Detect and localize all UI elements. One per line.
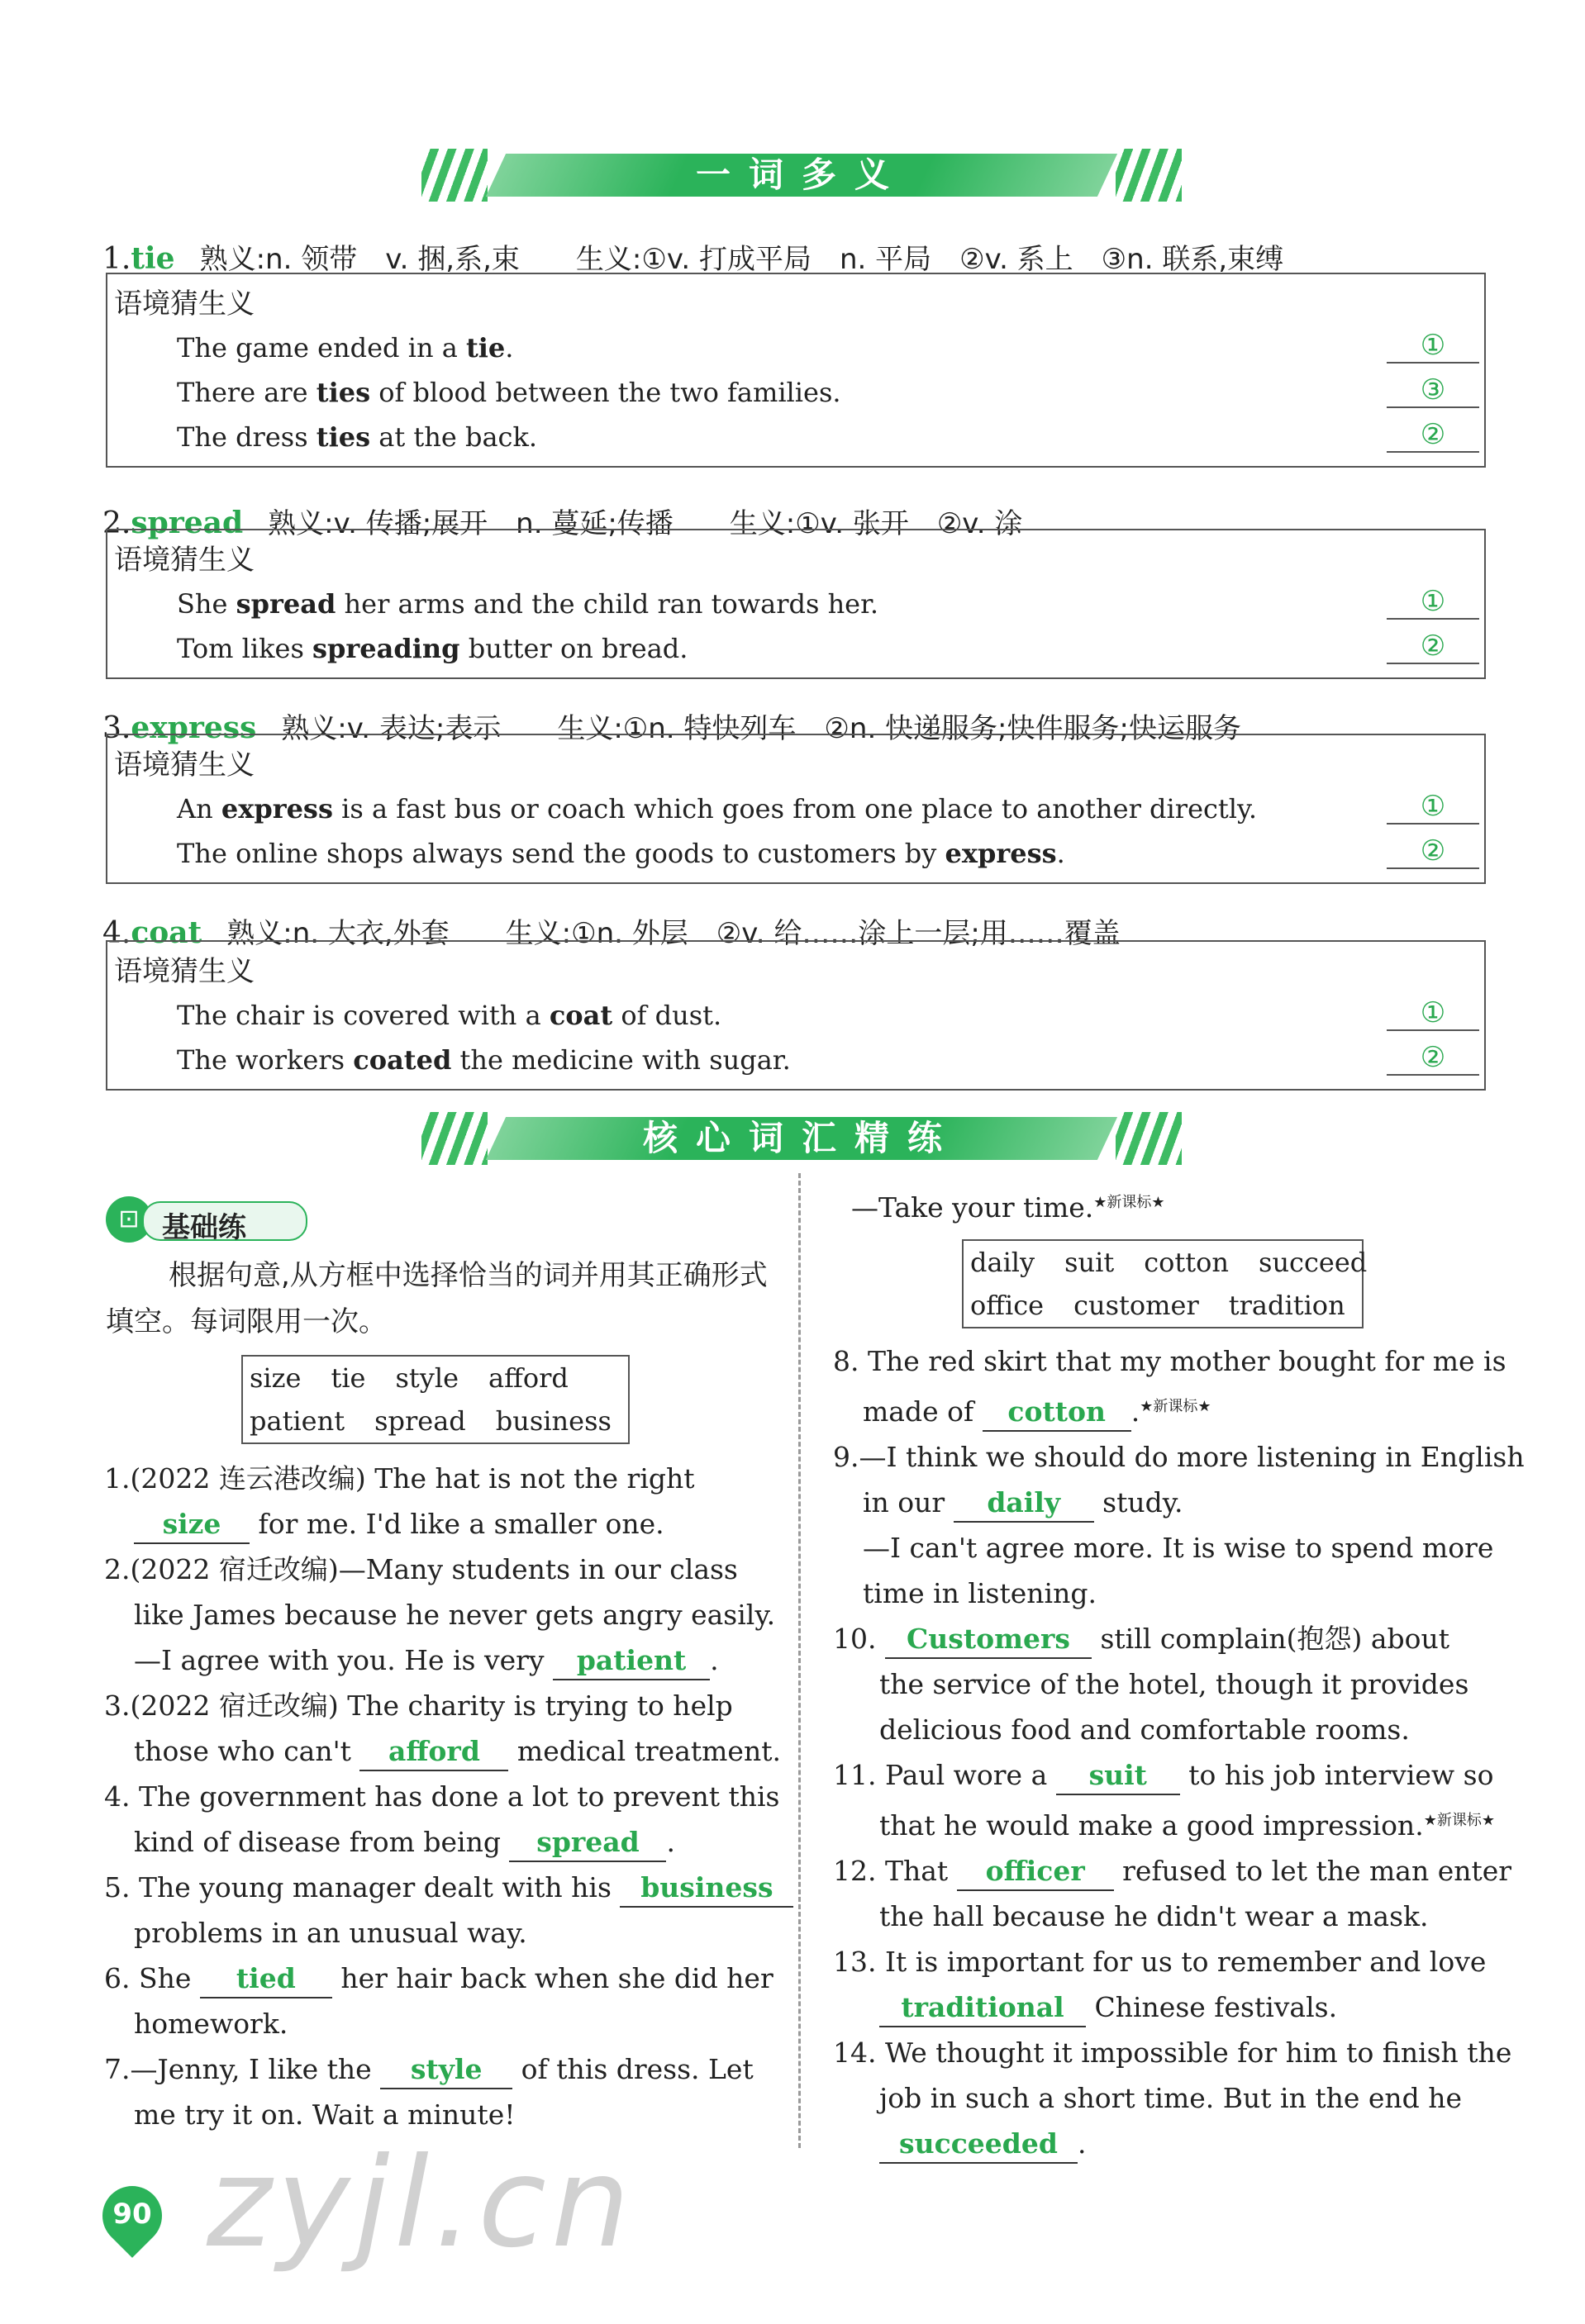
- blank-2[interactable]: patient: [553, 1642, 710, 1680]
- answer-blank[interactable]: ①: [1387, 585, 1479, 620]
- q2-text: —I agree with you. He is very: [134, 1644, 554, 1676]
- q2-text: 2.(2022 宿迁改编)—Many students in our class: [104, 1553, 738, 1585]
- example-sentence: The game ended in a tie.: [177, 332, 514, 364]
- example-sentence: An express is a fast bus or coach which goes from one place to another directly.: [177, 793, 1258, 825]
- practice-tag: [106, 1196, 309, 1243]
- blank-12[interactable]: officer: [957, 1853, 1114, 1891]
- column-divider: [798, 1173, 801, 2148]
- word-option: suit: [1064, 1247, 1115, 1278]
- example-sentence: The chair is covered with a coat of dust.: [177, 1000, 722, 1031]
- blank-14[interactable]: succeeded: [879, 2126, 1078, 2164]
- q9-text: study.: [1093, 1486, 1183, 1518]
- q1-text: 1.(2022 连云港改编) The hat is not the right: [104, 1462, 695, 1495]
- blank-11[interactable]: suit: [1056, 1757, 1180, 1795]
- q9-text: —I can't agree more. It is wise to spend more: [863, 1532, 1494, 1564]
- meanings: 熟义:v. 表达;表示 生义:①n. 特快列车 ②n. 快递服务;快件服务;快运服务: [281, 712, 1241, 745]
- q6-text: homework.: [134, 2008, 288, 2040]
- word-row: [250, 1400, 621, 1442]
- banner-title: 一词多义: [695, 154, 907, 195]
- section-banner-polysemy: [421, 149, 1182, 202]
- headword: coat: [131, 915, 202, 950]
- q2-text: like James because he never gets angry easily.: [134, 1599, 776, 1631]
- meanings: 熟义:n. 大衣,外套 生义:①n. 外层 ②v. 给……涂上一层;用……覆盖: [226, 917, 1121, 950]
- q11-text: that he would make a good impression.: [879, 1809, 1424, 1842]
- q8-text: 8. The red skirt that my mother bought for me is: [833, 1345, 1506, 1377]
- context-label: 语境猜生义: [114, 955, 255, 988]
- q10-text: the service of the hotel, though it provides: [879, 1668, 1469, 1700]
- blank-4[interactable]: spread: [509, 1824, 666, 1862]
- word-row: [250, 1357, 621, 1400]
- left-column: 1.(2022 连云港改编) The hat is not the right size for me. I'd like a smaller one. 2.(2022 宿迁改编)—Many students in our class like James because he never gets angry easily. —I agree with you. He is very patient . 3.(2022 宿迁改编) The charity is trying to help those who can't afford medical treatment. 4. The government has done a lot to prevent this kind of disease from being spread . 5. The young manager dealt with his business problems in an unusual way. 6. She tied her hair back when she did her homework. 7.—Jenny, I like the style of this dress. Let me try it on. Wait a minute!: [104, 1456, 773, 2137]
- page-number: 90: [112, 2198, 152, 2231]
- q12-text: the hall because he didn't wear a mask.: [879, 1900, 1429, 1932]
- q7-text: 7.—Jenny, I like the: [104, 2053, 381, 2085]
- q14-text: job in such a short time. But in the end he: [879, 2082, 1463, 2114]
- banner-title: 核心词汇精练: [642, 1118, 960, 1158]
- q5-text: 5. The young manager dealt with his: [104, 1871, 621, 1903]
- example-sentence: Tom likes spreading butter on bread.: [177, 633, 688, 664]
- answer-blank[interactable]: ②: [1387, 834, 1479, 869]
- word-option: patient: [250, 1405, 345, 1437]
- word-option: spread: [374, 1405, 466, 1437]
- q3-text: medical treatment.: [508, 1735, 781, 1767]
- q10-text: still complain(抱怨) about: [1091, 1623, 1450, 1655]
- example-sentence: The dress ties at the back.: [177, 421, 538, 453]
- blank-8[interactable]: cotton: [983, 1394, 1131, 1432]
- word-option: size: [250, 1362, 302, 1394]
- context-box: [106, 940, 1486, 1091]
- tag-label: 基础练: [162, 1211, 246, 1244]
- instruction: 根据句意,从方框中选择恰当的词并用其正确形式填空。每词限用一次。: [106, 1259, 768, 1338]
- blank-6[interactable]: tied: [200, 1960, 332, 1998]
- context-label: 语境猜生义: [114, 544, 255, 577]
- q14-text: 14. We thought it impossible for him to finish the: [833, 2036, 1512, 2069]
- q9-text: time in listening.: [863, 1577, 1097, 1609]
- q12-text: refused to let the man enter: [1113, 1855, 1512, 1887]
- q7-text: me try it on. Wait a minute!: [134, 2098, 516, 2131]
- q11-text: 11. Paul wore a: [833, 1759, 1056, 1791]
- polysemy-item-tie: [102, 236, 1283, 277]
- headword: express: [131, 711, 257, 745]
- blank-5[interactable]: business: [620, 1870, 793, 1908]
- word-option: business: [495, 1405, 612, 1437]
- item-number: 2.: [102, 506, 131, 540]
- q6-text: her hair back when she did her: [331, 1962, 773, 1994]
- word-option: style: [395, 1362, 459, 1394]
- q9-text: 9.—I think we should do more listening in English: [833, 1441, 1525, 1473]
- q7-text: of this dress. Let: [512, 2053, 754, 2085]
- blank-3[interactable]: afford: [359, 1733, 508, 1771]
- answer-blank[interactable]: ②: [1387, 1041, 1479, 1076]
- star-badge: ★新课标★: [1093, 1194, 1165, 1211]
- meanings: 熟义:v. 传播;展开 n. 蔓延;传播 生义:①v. 张开 ②v. 涂: [268, 507, 1023, 540]
- context-box: [106, 529, 1486, 679]
- q3-text: 3.(2022 宿迁改编) The charity is trying to help: [104, 1690, 733, 1722]
- q4-text: 4. The government has done a lot to prevent this: [104, 1780, 780, 1813]
- right-column: 8. The red skirt that my mother bought for me is made of cotton .$^{★新课标★}$ 9.—I think we should do more listening in English in our daily study. —I can't agree more. It is wise to spend more time in listening. 10. Customers still complain(抱怨) about the service of the hotel, though it provides delicious food and comfortable rooms. 11. Paul wore a suit to his job interview so that he would make a good impression.$^{★新课标★}$ 12. That officer refused to let the man enter the hall because he didn't wear a mask. 13. It is important for us to remember and love traditional Chinese festivals. 14. We thought it impossible for him to finish the job in such a short time. But in the end he succeeded .: [833, 1338, 1504, 2166]
- word-option: tradition: [1228, 1290, 1345, 1321]
- q13-text: 13. It is important for us to remember and love: [833, 1946, 1487, 1978]
- example-sentence: She spread her arms and the child ran towards her.: [177, 588, 879, 620]
- answer-blank[interactable]: ③: [1387, 373, 1479, 408]
- context-label: 语境猜生义: [114, 749, 255, 782]
- blank-10[interactable]: Customers: [885, 1621, 1092, 1659]
- blank-9[interactable]: daily: [954, 1485, 1094, 1523]
- item-number: 3.: [102, 711, 131, 745]
- answer-blank[interactable]: ①: [1387, 996, 1479, 1031]
- q6-text: 6. She: [104, 1962, 200, 1994]
- q10-text: 10.: [833, 1623, 885, 1655]
- meanings: 熟义:n. 领带 v. 捆,系,束 生义:①v. 打成平局 n. 平局 ②v. 系上 ③n. 联系,束缚: [199, 243, 1284, 276]
- q8-text: made of: [863, 1395, 983, 1428]
- context-box: [106, 734, 1486, 884]
- blank-13[interactable]: traditional: [879, 1989, 1086, 2027]
- item-number: 4.: [102, 916, 131, 950]
- word-box-right: [962, 1239, 1368, 1328]
- word-option: daily: [970, 1247, 1035, 1278]
- q10-text: delicious food and comfortable rooms.: [879, 1713, 1410, 1746]
- word-option: office: [970, 1290, 1045, 1321]
- watermark: zyjl.cn: [207, 2132, 635, 2275]
- blank-7[interactable]: style: [380, 2051, 512, 2089]
- example-sentence: The online shops always send the goods to customers by express.: [177, 838, 1065, 869]
- q11-text: to his job interview so: [1179, 1759, 1494, 1791]
- word-option: tie: [331, 1362, 366, 1394]
- blank-1[interactable]: size: [134, 1506, 250, 1544]
- item-number: 1.: [102, 242, 131, 276]
- word-row: [970, 1241, 1368, 1284]
- q9-text: in our: [863, 1486, 954, 1518]
- answer-blank[interactable]: ①: [1387, 790, 1479, 825]
- q4-text: kind of disease from being: [134, 1826, 510, 1858]
- answer-blank[interactable]: ②: [1387, 418, 1479, 453]
- context-box: [106, 273, 1486, 468]
- right-column-top: [851, 1180, 1496, 1230]
- word-option: customer: [1073, 1290, 1199, 1321]
- headword: spread: [131, 506, 244, 540]
- star-badge: ★新课标★: [1140, 1398, 1211, 1415]
- word-option: cotton: [1144, 1247, 1230, 1278]
- q7-reply: —Take your time.: [851, 1191, 1094, 1224]
- word-row: [970, 1284, 1355, 1327]
- star-badge: ★新课标★: [1423, 1812, 1495, 1829]
- word-box-left: [241, 1355, 630, 1444]
- answer-blank[interactable]: ①: [1387, 329, 1479, 364]
- example-sentence: There are ties of blood between the two families.: [177, 377, 841, 408]
- section-banner-vocab: [421, 1112, 1182, 1165]
- q13-text: Chinese festivals.: [1086, 1991, 1338, 2023]
- example-sentence: The workers coated the medicine with sugar.: [177, 1044, 791, 1076]
- q3-text: those who can't: [134, 1735, 360, 1767]
- context-label: 语境猜生义: [114, 288, 255, 321]
- tag-label-pill: [142, 1201, 307, 1244]
- headword: tie: [131, 241, 175, 276]
- word-option: afford: [488, 1362, 569, 1394]
- q12-text: 12. That: [833, 1855, 957, 1887]
- tag-icon: ⊡: [106, 1196, 152, 1243]
- q1-text: for me. I'd like a smaller one.: [250, 1508, 664, 1540]
- word-option: succeed: [1259, 1247, 1368, 1278]
- answer-blank[interactable]: ②: [1387, 630, 1479, 664]
- q5-text: problems in an unusual way.: [134, 1917, 527, 1949]
